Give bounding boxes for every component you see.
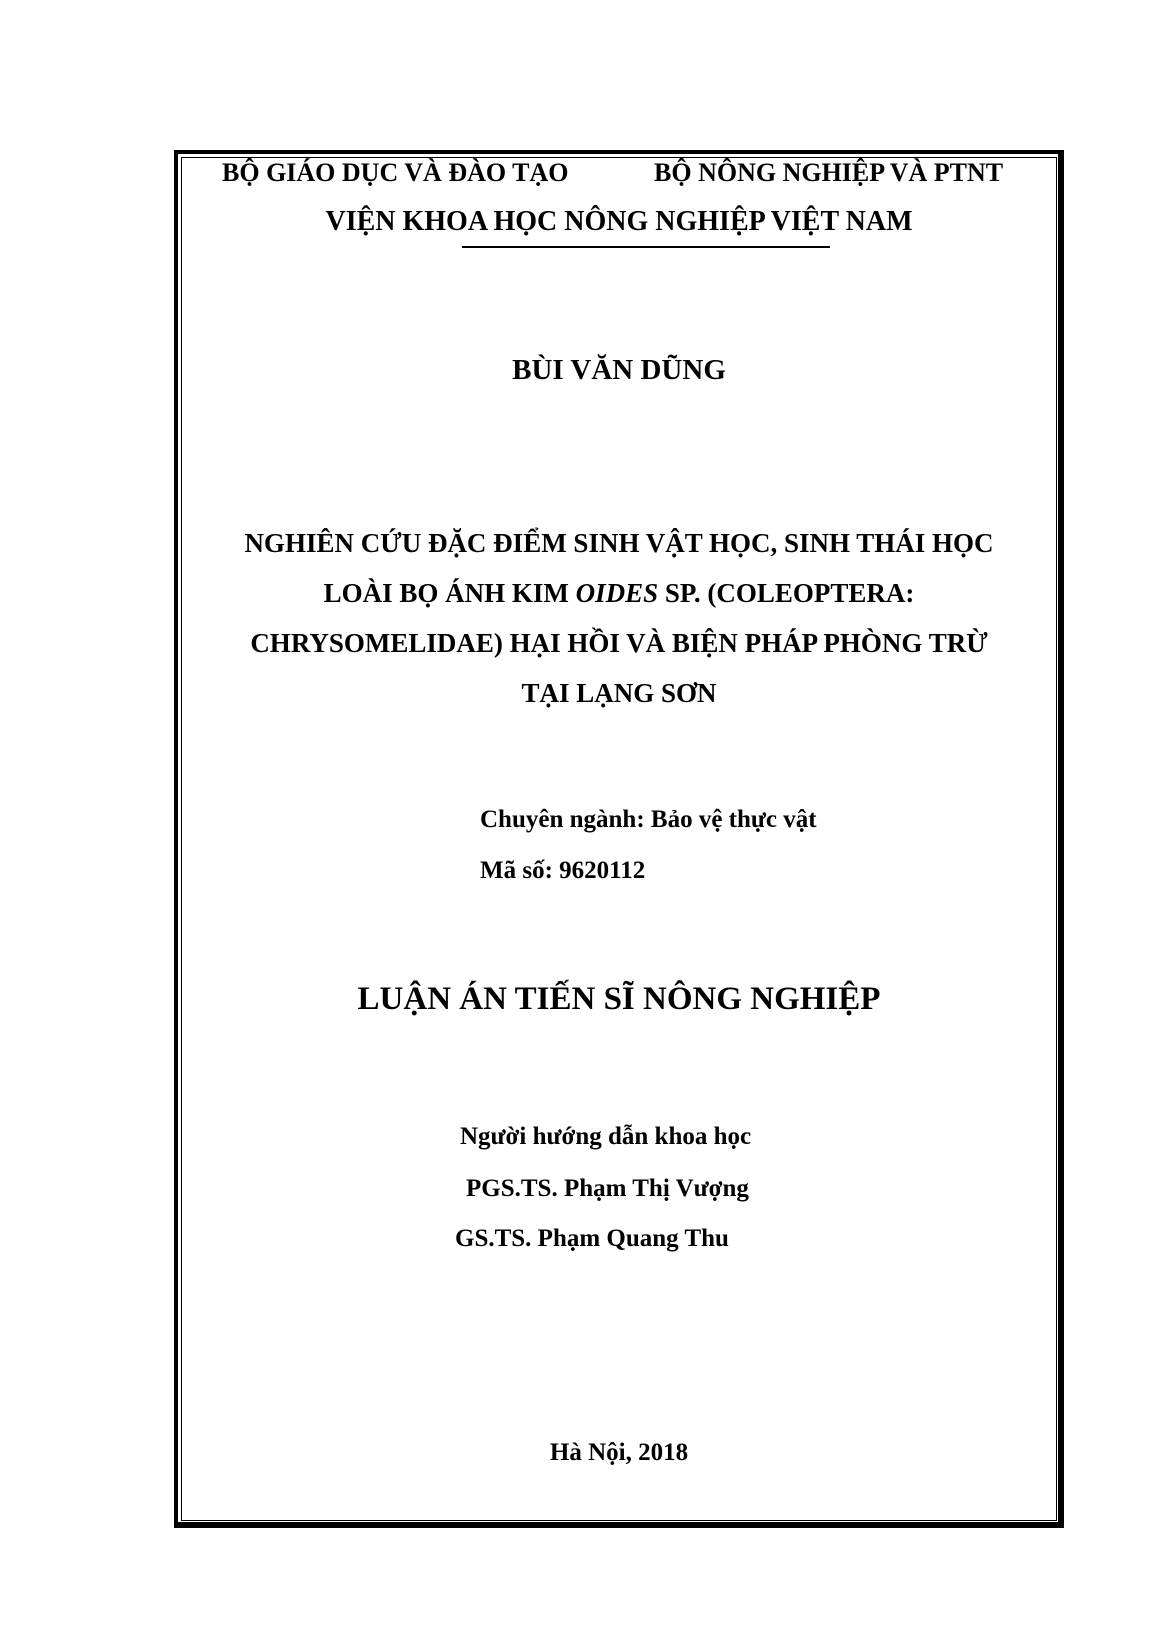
title-line-2-suffix: SP. (COLEOPTERA: bbox=[658, 578, 915, 608]
ministry-education: BỘ GIÁO DỤC VÀ ĐÀO TẠO bbox=[222, 158, 569, 187]
institute-name: VIỆN KHOA HỌC NÔNG NGHIỆP VIỆT NAM bbox=[325, 206, 913, 237]
thesis-title-line-4: TẠI LẠNG SƠN bbox=[521, 678, 717, 708]
thesis-type: LUẬN ÁN TIẾN SĨ NÔNG NGHIỆP bbox=[357, 981, 881, 1017]
advisors-label: Người hướng dẫn khoa học bbox=[460, 1123, 752, 1150]
thesis-title-line-1: NGHIÊN CỨU ĐẶC ĐIỂM SINH VẬT HỌC, SINH THÁI HỌC bbox=[244, 528, 994, 558]
title-line-2-prefix: LOÀI BỌ ÁNH KIM bbox=[323, 578, 576, 608]
advisor-2: GS.TS. Phạm Quang Thu bbox=[455, 1225, 729, 1252]
thesis-title-line-2 bbox=[181, 580, 1057, 607]
institute-underline bbox=[462, 246, 830, 248]
place-and-year: Hà Nội, 2018 bbox=[549, 1439, 689, 1466]
ministry-agriculture: BỘ NÔNG NGHIỆP VÀ PTNT bbox=[654, 158, 1004, 187]
thesis-title-line-3: CHRYSOMELIDAE) HẠI HỒI VÀ BIỆN PHÁP PHÒNG TRỪ bbox=[250, 628, 988, 658]
genus-name: OIDES bbox=[575, 578, 659, 608]
advisor-1: PGS.TS. Phạm Thị Vượng bbox=[466, 1175, 749, 1202]
author-name: BÙI VĂN DŨNG bbox=[512, 354, 726, 386]
major-code: Mã số: 9620112 bbox=[480, 857, 646, 884]
major-field: Chuyên ngành: Bảo vệ thực vật bbox=[480, 806, 817, 833]
